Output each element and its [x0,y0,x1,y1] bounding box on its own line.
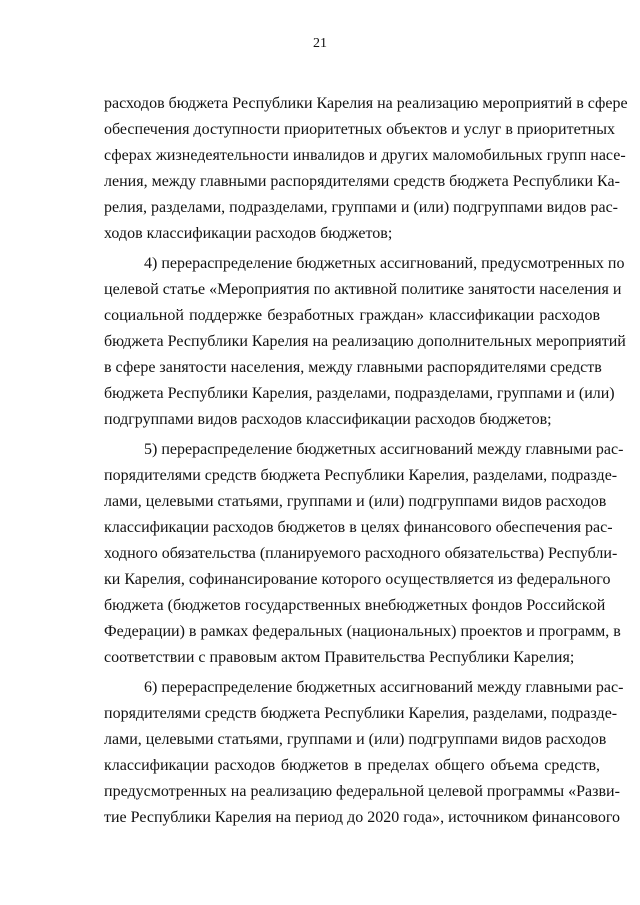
text-line: сферах жизнедеятельности инвалидов и других маломобильных групп насе- [104,147,626,164]
text-line: ходного обязательства (планируемого расходного обязательства) Республи- [104,545,618,562]
text-line: в сфере занятости населения, между главными распорядителями средств [104,359,602,376]
text-line: лами, целевыми статьями, группами и (или) подгруппами видов расходов [104,731,607,748]
text-line: соответствии с правовым актом Правительства Республики Карелия; [104,649,575,666]
text-line: предусмотренных на реализацию федеральной целевой программы «Разви- [104,783,620,800]
text-line: 6) перераспределение бюджетных ассигнований между главными рас- [144,679,624,696]
text-line: классификации расходов бюджетов в целях финансового обеспечения рас- [104,519,613,536]
text-line: ки Карелия, софинансирование которого осуществляется из федерального [104,571,611,588]
text-line: ления, между главными распорядителями средств бюджета Республики Ка- [104,173,620,190]
text-line: порядителями средств бюджета Республики Карелия, разделами, подразде- [104,467,618,484]
text-line: бюджета Республики Карелия, разделами, подразделами, группами и (или) [104,385,615,402]
text-line: классификации расходов бюджетов в пределах общего объема средств, [104,757,600,774]
text-line: Федерации) в рамках федеральных (национальных) проектов и программ, в [104,623,621,640]
text-line: социальной поддержке безработных граждан» классификации расходов [104,307,600,324]
text-line: тие Республики Карелия на период до 2020 года», источником финансового [104,809,620,826]
text-line: порядителями средств бюджета Республики Карелия, разделами, подразде- [104,705,618,722]
text-line: лами, целевыми статьями, группами и (или) подгруппами видов расходов [104,493,607,510]
text-line: 4) перераспределение бюджетных ассигнований, предусмотренных по [144,255,625,272]
text-line: релия, разделами, подразделами, группами и (или) подгруппами видов рас- [104,199,618,216]
text-line: ходов классификации расходов бюджетов; [104,225,393,242]
text-line: бюджета (бюджетов государственных внебюджетных фондов Российской [104,597,606,614]
text-line: обеспечения доступности приоритетных объектов и услуг в приоритетных [104,121,615,138]
text-line: подгруппами видов расходов классификации расходов бюджетов; [104,411,552,428]
text-line: бюджета Республики Карелия на реализацию дополнительных мероприятий [104,333,626,350]
text-line: 5) перераспределение бюджетных ассигнований между главными рас- [144,441,624,458]
text-line: расходов бюджета Республики Карелия на реализацию мероприятий в сфере [104,95,628,112]
page-number: 21 [313,36,327,51]
text-line: целевой статье «Мероприятия по активной политике занятости населения и [104,281,622,298]
